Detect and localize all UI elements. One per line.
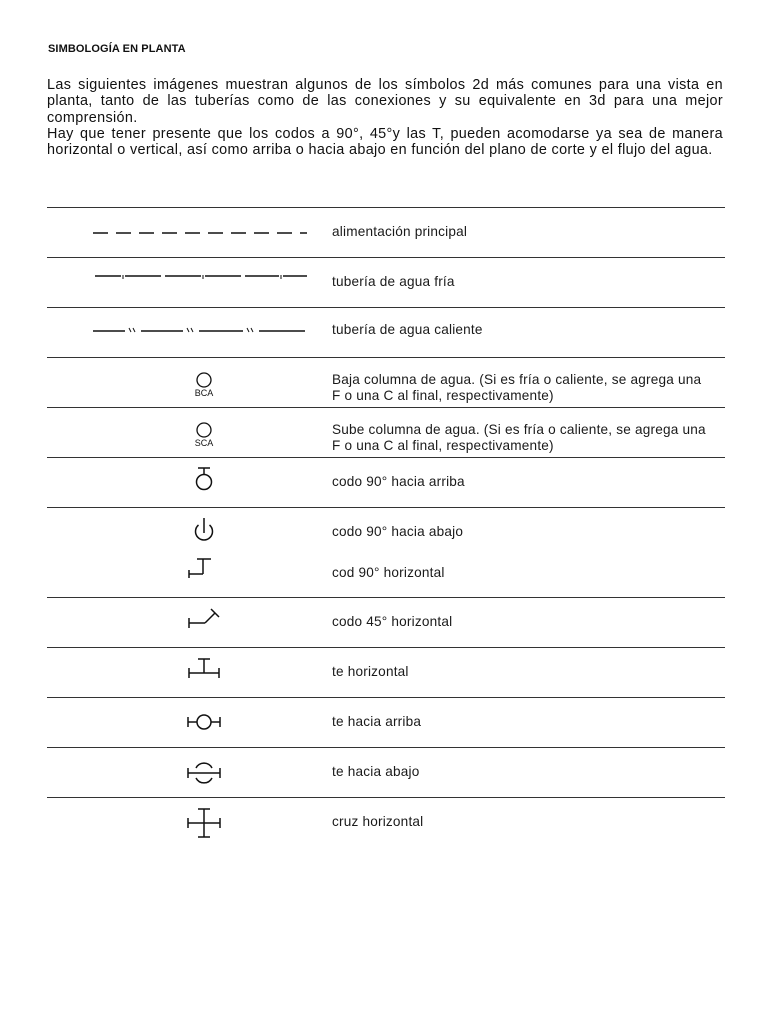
row-label: Sube columna de agua. (Si es fría o caliente, se agrega una F o una C al final, respectivamente) bbox=[332, 422, 706, 453]
elbow-90-up-icon bbox=[47, 458, 325, 507]
row-label: codo 90° hacia abajo bbox=[332, 524, 464, 539]
row-label: cruz horizontal bbox=[332, 814, 424, 829]
table-row bbox=[47, 357, 725, 407]
cross-horizontal-icon bbox=[47, 798, 325, 847]
row-label: alimentación principal bbox=[332, 224, 468, 239]
table-row bbox=[47, 257, 725, 307]
bca-symbol-text: BCA bbox=[194, 388, 214, 398]
tee-up-icon bbox=[47, 698, 325, 747]
elbow-45-horizontal-icon bbox=[47, 598, 325, 647]
tee-horizontal-icon bbox=[47, 648, 325, 697]
circle-sca-icon bbox=[47, 408, 325, 457]
table-row bbox=[47, 407, 725, 457]
table-row bbox=[47, 457, 725, 507]
hot-water-line-icon bbox=[47, 308, 325, 357]
row-label: tubería de agua caliente bbox=[332, 322, 483, 337]
intro-text bbox=[47, 77, 723, 158]
table-row bbox=[47, 557, 725, 597]
table-row bbox=[47, 697, 725, 747]
row-label: Baja columna de agua. (Si es fría o caliente, se agrega una F o una C al final, respectivamente) bbox=[332, 372, 702, 403]
circle-bca-icon bbox=[47, 358, 325, 407]
row-label: te horizontal bbox=[332, 664, 409, 679]
sca-symbol-text: SCA bbox=[194, 438, 214, 448]
row-label: codo 90° hacia arriba bbox=[332, 474, 465, 489]
table-row bbox=[47, 507, 725, 557]
table-row bbox=[47, 597, 725, 647]
row-label: codo 45° horizontal bbox=[332, 614, 453, 629]
table-row bbox=[47, 207, 725, 257]
page-title: SIMBOLOGÍA EN PLANTA bbox=[48, 43, 186, 55]
row-label: cod 90° horizontal bbox=[332, 565, 445, 580]
table-row bbox=[47, 307, 725, 357]
row-label: te hacia abajo bbox=[332, 764, 420, 779]
dashed-line-icon bbox=[47, 208, 325, 257]
intro-paragraph-2: Hay que tener presente que los codos a 90°, 45°y las T, pueden acomodarse ya sea de manera horizontal o vertical, así como arriba o hacia abajo en función del plano de corte y el flujo del agua. bbox=[47, 125, 723, 159]
tee-down-icon bbox=[47, 748, 325, 797]
row-label: tubería de agua fría bbox=[332, 274, 455, 289]
elbow-90-horizontal-icon bbox=[47, 557, 325, 597]
intro-paragraph-1: Las siguientes imágenes muestran algunos de los símbolos 2d más comunes para una vista en planta, tanto de las tuberías como de las conexiones y su equivalente en 3d para una mejor comprensión. bbox=[47, 77, 723, 126]
table-row bbox=[47, 647, 725, 697]
table-row bbox=[47, 797, 725, 847]
symbol-table bbox=[47, 207, 725, 847]
row-label: te hacia arriba bbox=[332, 714, 422, 729]
cold-water-line-icon bbox=[47, 258, 325, 307]
elbow-90-down-icon bbox=[47, 508, 325, 557]
table-row bbox=[47, 747, 725, 797]
